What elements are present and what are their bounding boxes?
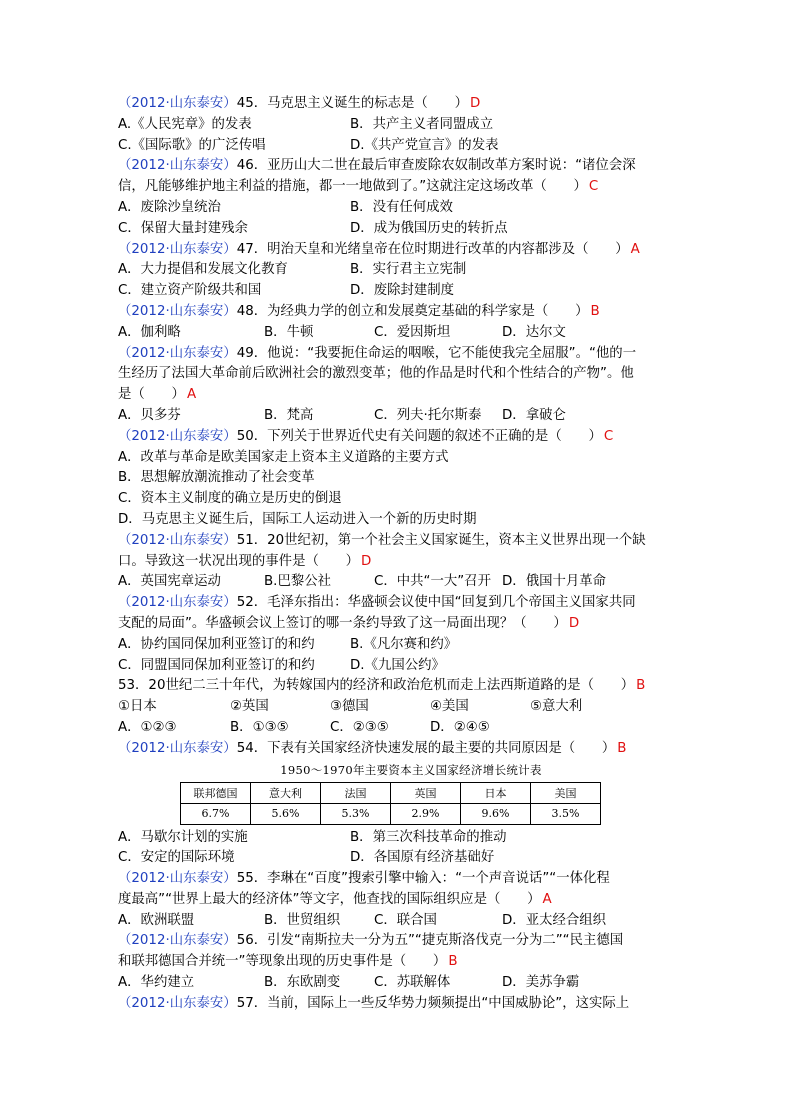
question-stem-line: [118, 739, 678, 760]
question-stem-line: [118, 156, 678, 177]
option-row: [118, 406, 678, 427]
option: D．达尔文: [502, 324, 566, 340]
option: B．世贸组织: [264, 912, 341, 928]
question-stem-line: [118, 676, 678, 697]
question-stem-text: 口。导致这一状况出现的事件是（ ）: [118, 553, 360, 569]
option-row: [118, 973, 678, 994]
answer-key: D: [469, 96, 481, 111]
document-body: [118, 94, 678, 1015]
option-row: [118, 828, 678, 849]
option: B．实行君主立宪制: [350, 262, 467, 278]
question-stem-text: 57．当前，国际上一些反华势力频频提出“中国威胁论”，这实际上: [236, 995, 630, 1011]
question-stem-line: [118, 364, 678, 385]
option: B．①③⑤: [230, 719, 289, 735]
question-stem-line: [118, 177, 678, 198]
option: D．成为俄国历史的转折点: [350, 220, 508, 236]
question-stem-text: 56．引发“南斯拉夫一分为五”“捷克斯洛伐克一分为二”“民主德国: [236, 933, 624, 949]
table-header-cell: 日本: [461, 782, 531, 803]
option-row: [118, 115, 678, 136]
answer-key: B: [636, 678, 646, 694]
option: B.巴黎公社: [264, 574, 332, 590]
option: D．亚太经合组织: [502, 912, 607, 928]
table-value-cell: 2.9%: [391, 803, 461, 824]
table-value-row: [181, 803, 601, 824]
option: A.《人民宪章》的发表: [118, 116, 252, 132]
answer-key: D: [361, 553, 372, 569]
option: B．没有任何成效: [350, 199, 453, 215]
question-source: （2012·山东泰安）: [118, 595, 237, 611]
question-stem-text: 度最高”“世界上最大的经济体”等文字，他查找的国际组织应是（ ）: [118, 891, 541, 907]
growth-table: [180, 782, 601, 825]
question-stem-line: [118, 531, 678, 552]
table-value-cell: 9.6%: [461, 803, 531, 824]
table-header-cell: 意大利: [251, 782, 321, 803]
question-stem-line: [118, 869, 678, 890]
item-row: [118, 697, 678, 718]
question-stem-text: 54．下表有关国家经济快速发展的最主要的共同原因是（ ）: [236, 740, 616, 756]
question-source: （2012·山东泰安）: [118, 740, 237, 756]
option-row: [118, 136, 678, 157]
question-stem-line: [118, 952, 678, 973]
question-stem-line: [118, 614, 678, 635]
table-header-row: [181, 782, 601, 803]
option: B．东欧剧变: [264, 975, 341, 991]
option: C．爱因斯坦: [374, 324, 451, 340]
table-header-cell: 联邦德国: [181, 782, 251, 803]
answer-key: B: [590, 303, 600, 319]
question-source: （2012·山东泰安）: [118, 241, 237, 257]
question-stem-line: [118, 302, 678, 323]
question-stem-line: [118, 94, 678, 115]
option: C．同盟国同保加利亚签订的和约: [118, 657, 315, 673]
question-stem-line: [118, 890, 678, 911]
option: B．牛顿: [264, 324, 314, 340]
option: C．列夫·托尔斯泰: [374, 407, 482, 423]
question-stem-line: [118, 931, 678, 952]
question-source: （2012·山东泰安）: [118, 345, 237, 361]
option-row: [118, 281, 678, 302]
option-row: [118, 848, 678, 869]
table-value-cell: 3.5%: [531, 803, 601, 824]
option: A．英国宪章运动: [118, 574, 221, 590]
question-stem-line: [118, 552, 678, 573]
option: A．伽利略: [118, 324, 181, 340]
question-stem-line: [118, 994, 678, 1015]
question-source: （2012·山东泰安）: [118, 158, 237, 174]
option: D．拿破仑: [502, 407, 566, 423]
question-stem-text: 49．他说：“我要扼住命运的咽喉，它不能使我完全屈服”。“他的一: [236, 345, 637, 361]
answer-key: C: [603, 428, 614, 444]
question-stem-line: [118, 593, 678, 614]
answer-key: A: [630, 241, 640, 257]
option: B．第三次科技革命的推动: [350, 829, 507, 845]
question-stem-line: [118, 240, 678, 261]
question-stem-text: 信，凡能够维护地主利益的措施，都一一地做到了。”这就注定这场改革（ ）: [118, 179, 587, 195]
option-row: [118, 911, 678, 932]
question-stem-text: 47．明治天皇和光绪皇帝在位时期进行改革的内容都涉及（ ）: [236, 241, 629, 257]
answer-key: A: [542, 891, 552, 907]
option-row: D．马克思主义诞生后，国际工人运动进入一个新的历史时期: [118, 511, 477, 527]
option: D.《九国公约》: [350, 657, 445, 673]
option: C．苏联解体: [374, 975, 451, 991]
option: B．梵高: [264, 407, 314, 423]
option-row: [118, 656, 678, 677]
option: A．①②③: [118, 719, 177, 735]
question-source: （2012·山东泰安）: [118, 96, 237, 111]
numbered-item: ②英国: [230, 699, 269, 715]
option: C．②③⑤: [330, 719, 389, 735]
question-source: （2012·山东泰安）: [118, 428, 237, 444]
option: B.《凡尔赛和约》: [350, 636, 458, 652]
answer-key: B: [448, 954, 458, 970]
question-stem-text: 53．20世纪二三十年代，为转嫁国内的经济和政治危机而走上法西斯道路的是（ ）: [118, 678, 635, 694]
table-value-cell: 5.6%: [251, 803, 321, 824]
option: C．中共“一大”召开: [374, 574, 491, 590]
option: A．马歇尔计划的实施: [118, 829, 248, 845]
option: C．联合国: [374, 912, 437, 928]
option: C．安定的国际环境: [118, 850, 235, 866]
option: D．俄国十月革命: [502, 574, 607, 590]
option: A．贝多芬: [118, 407, 181, 423]
option-row: [118, 718, 678, 739]
question-stem-line: [118, 427, 678, 448]
option-row: [118, 219, 678, 240]
question-stem-text: 是（ ）: [118, 387, 185, 403]
option: B．共产主义者同盟成立: [350, 116, 494, 132]
option: A．废除沙皇统治: [118, 199, 221, 215]
question-stem-text: 50．下列关于世界近代史有关问题的叙述不正确的是（ ）: [236, 428, 602, 444]
table-header-cell: 美国: [531, 782, 601, 803]
question-stem-line: [118, 385, 678, 406]
option: A．欧洲联盟: [118, 912, 195, 928]
table-header-cell: 英国: [391, 782, 461, 803]
table-title: 1950～1970年主要资本主义国家经济增长统计表: [280, 762, 542, 777]
question-stem-text: 和联邦德国合并统一”等现象出现的历史事件是（ ）: [118, 954, 447, 970]
option: A．华约建立: [118, 975, 195, 991]
numbered-item: ③德国: [330, 699, 369, 715]
question-stem-text: 48．为经典力学的创立和发展奠定基础的科学家是（ ）: [236, 303, 589, 319]
question-stem-text: 生经历了法国大革命前后欧洲社会的激烈变革；他的作品是时代和个性结合的产物”。他: [118, 366, 634, 382]
answer-key: C: [588, 179, 599, 195]
question-source: （2012·山东泰安）: [118, 995, 237, 1011]
option-row: C．资本主义制度的确立是历史的倒退: [118, 491, 342, 507]
question-stem-text: 52．毛泽东指出：华盛顿会议使中国“回复到几个帝国主义国家共同: [236, 595, 636, 611]
option: D.《共产党宣言》的发表: [350, 137, 499, 153]
option: D．美苏争霸: [502, 975, 580, 991]
option-row: A．改革与革命是欧美国家走上资本主义道路的主要方式: [118, 449, 449, 465]
answer-key: B: [617, 740, 627, 756]
question-stem-line: [118, 344, 678, 365]
option: D．②④⑤: [430, 719, 490, 735]
table-value-cell: 6.7%: [181, 803, 251, 824]
option: A．协约国同保加利亚签订的和约: [118, 636, 315, 652]
numbered-item: ①日本: [118, 699, 157, 715]
numbered-item: ④美国: [430, 699, 469, 715]
option-row: B．思想解放潮流推动了社会变革: [118, 470, 315, 486]
option-row: [118, 323, 678, 344]
option: C．保留大量封建残余: [118, 220, 248, 236]
numbered-item: ⑤意大利: [530, 699, 583, 715]
question-source: （2012·山东泰安）: [118, 532, 237, 548]
table-header-cell: 法国: [321, 782, 391, 803]
option-row: [118, 572, 678, 593]
answer-key: D: [568, 615, 580, 631]
option: A．大力提倡和发展文化教育: [118, 262, 288, 278]
option: D．废除封建制度: [350, 283, 455, 299]
option-row: [118, 635, 678, 656]
table-value-cell: 5.3%: [321, 803, 391, 824]
question-stem-text: 45．马克思主义诞生的标志是（ ）: [236, 96, 468, 111]
question-stem-text: 支配的局面”。华盛顿会议上签订的哪一条约导致了这一局面出现？（ ）: [118, 615, 567, 631]
option: C．建立资产阶级共和国: [118, 283, 262, 299]
question-source: （2012·山东泰安）: [118, 871, 237, 887]
option: C.《国际歌》的广泛传唱: [118, 137, 266, 153]
option-row: [118, 260, 678, 281]
question-source: （2012·山东泰安）: [118, 933, 237, 949]
question-stem-text: 46．亚历山大二世在最后审查废除农奴制改革方案时说：“诸位会深: [236, 158, 636, 174]
answer-key: A: [186, 387, 197, 403]
question-stem-text: 51．20世纪初，第一个社会主义国家诞生，资本主义世界出现一个缺: [236, 532, 646, 548]
option-row: [118, 198, 678, 219]
question-stem-text: 55．李琳在“百度”搜索引擎中输入：“一个声音说话”“一体化程: [236, 871, 610, 887]
question-source: （2012·山东泰安）: [118, 303, 237, 319]
option: D．各国原有经济基础好: [350, 850, 495, 866]
